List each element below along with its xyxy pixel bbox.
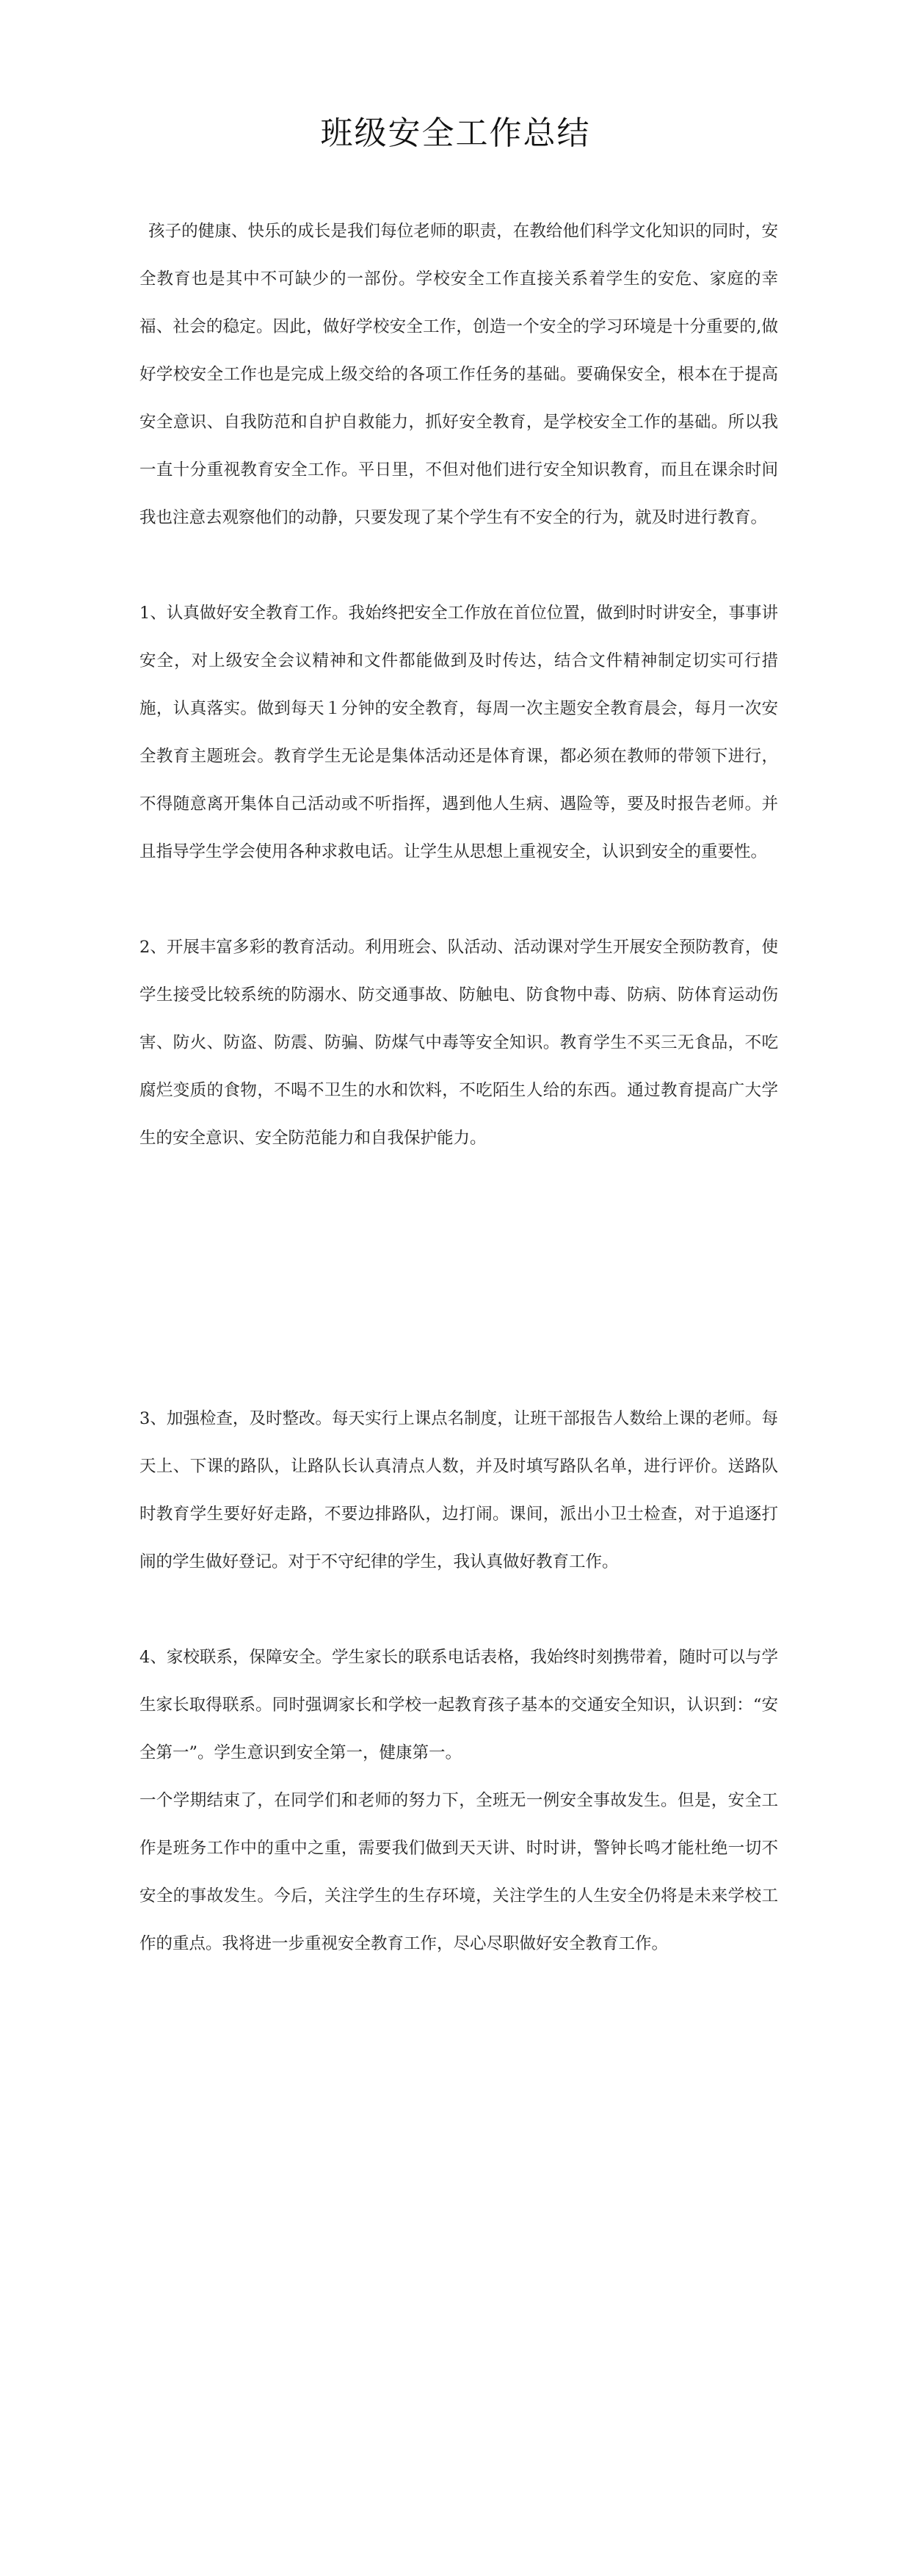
- paragraph-intro: 孩子的健康、快乐的成长是我们每位老师的职责，在教给他们科学文化知识的同时，安全教育也是其中不可缺少的一部份。学校安全工作直接关系着学生的安危、家庭的幸福、社会的稳定。因此，做好学校安全工作，创造一个安全的学习环境是十分重要的,做好学校安全工作也是完成上级交给的各项工作任务的基础。要确保安全，根本在于提高安全意识、自我防范和自护自救能力，抓好安全教育，是学校安全工作的基础。所以我一直十分重视教育安全工作。平日里，不但对他们进行安全知识教育，而且在课余时间我也注意去观察他们的动静，只要发现了某个学生有不安全的行为，就及时进行教育。: [139, 222, 778, 527]
- paragraph-conclusion: 一个学期结束了，在同学们和老师的努力下，全班无一例安全事故发生。但是，安全工作是班务工作中的重中之重，需要我们做到天天讲、时时讲，警钟长鸣才能杜绝一切不安全的事故发生。今后，关注学生的生存环境，关注学生的人生安全仍将是未来学校工作的重点。我将进一步重视安全教育工作，尽心尽职做好安全教育工作。: [139, 1791, 778, 1953]
- paragraph-item-2: 2、开展丰富多彩的教育活动。利用班会、队活动、活动课对学生开展安全预防教育，使学生接受比较系统的防溺水、防交通事故、防触电、防食物中毒、防病、防体育运动伤害、防火、防盗、防震、防骗、防煤气中毒等安全知识。教育学生不买三无食品，不吃腐烂变质的食物，不喝不卫生的水和饮料，不吃陌生人给的东西。通过教育提高广大学生的安全意识、安全防范能力和自我保护能力。: [139, 938, 778, 1148]
- paragraph-item-3: 3、加强检查，及时整改。每天实行上课点名制度，让班干部报告人数给上课的老师。每天上、下课的路队，让路队长认真清点人数，并及时填写路队名单，进行评价。送路队时教育学生要好好走路，不要边排路队，边打闹。课间，派出小卫士检查，对于追逐打闹的学生做好登记。对于不守纪律的学生，我认真做好教育工作。: [139, 1409, 778, 1571]
- paragraph-item-4: 4、家校联系，保障安全。学生家长的联系电话表格，我始终时刻携带着，随时可以与学生家长取得联系。同时强调家长和学校一起教育孩子基本的交通安全知识，认识到：“安全第一”。学生意识到安全第一，健康第一。: [139, 1648, 778, 1762]
- document-title: 班级安全工作总结: [320, 115, 591, 152]
- paragraph-item-1: 1、认真做好安全教育工作。我始终把安全工作放在首位位置，做到时时讲安全，事事讲安全，对上级安全会议精神和文件都能做到及时传达，结合文件精神制定切实可行措施，认真落实。做到每天１分钟的安全教育，每周一次主题安全教育晨会，每月一次安全教育主题班会。教育学生无论是集体活动还是体育课，都必须在教师的带领下进行，不得随意离开集体自己活动或不听指挥，遇到他人生病、遇险等，要及时报告老师。并且指导学生学会使用各种求救电话。让学生从思想上重视安全，认识到安全的重要性。: [139, 604, 778, 861]
